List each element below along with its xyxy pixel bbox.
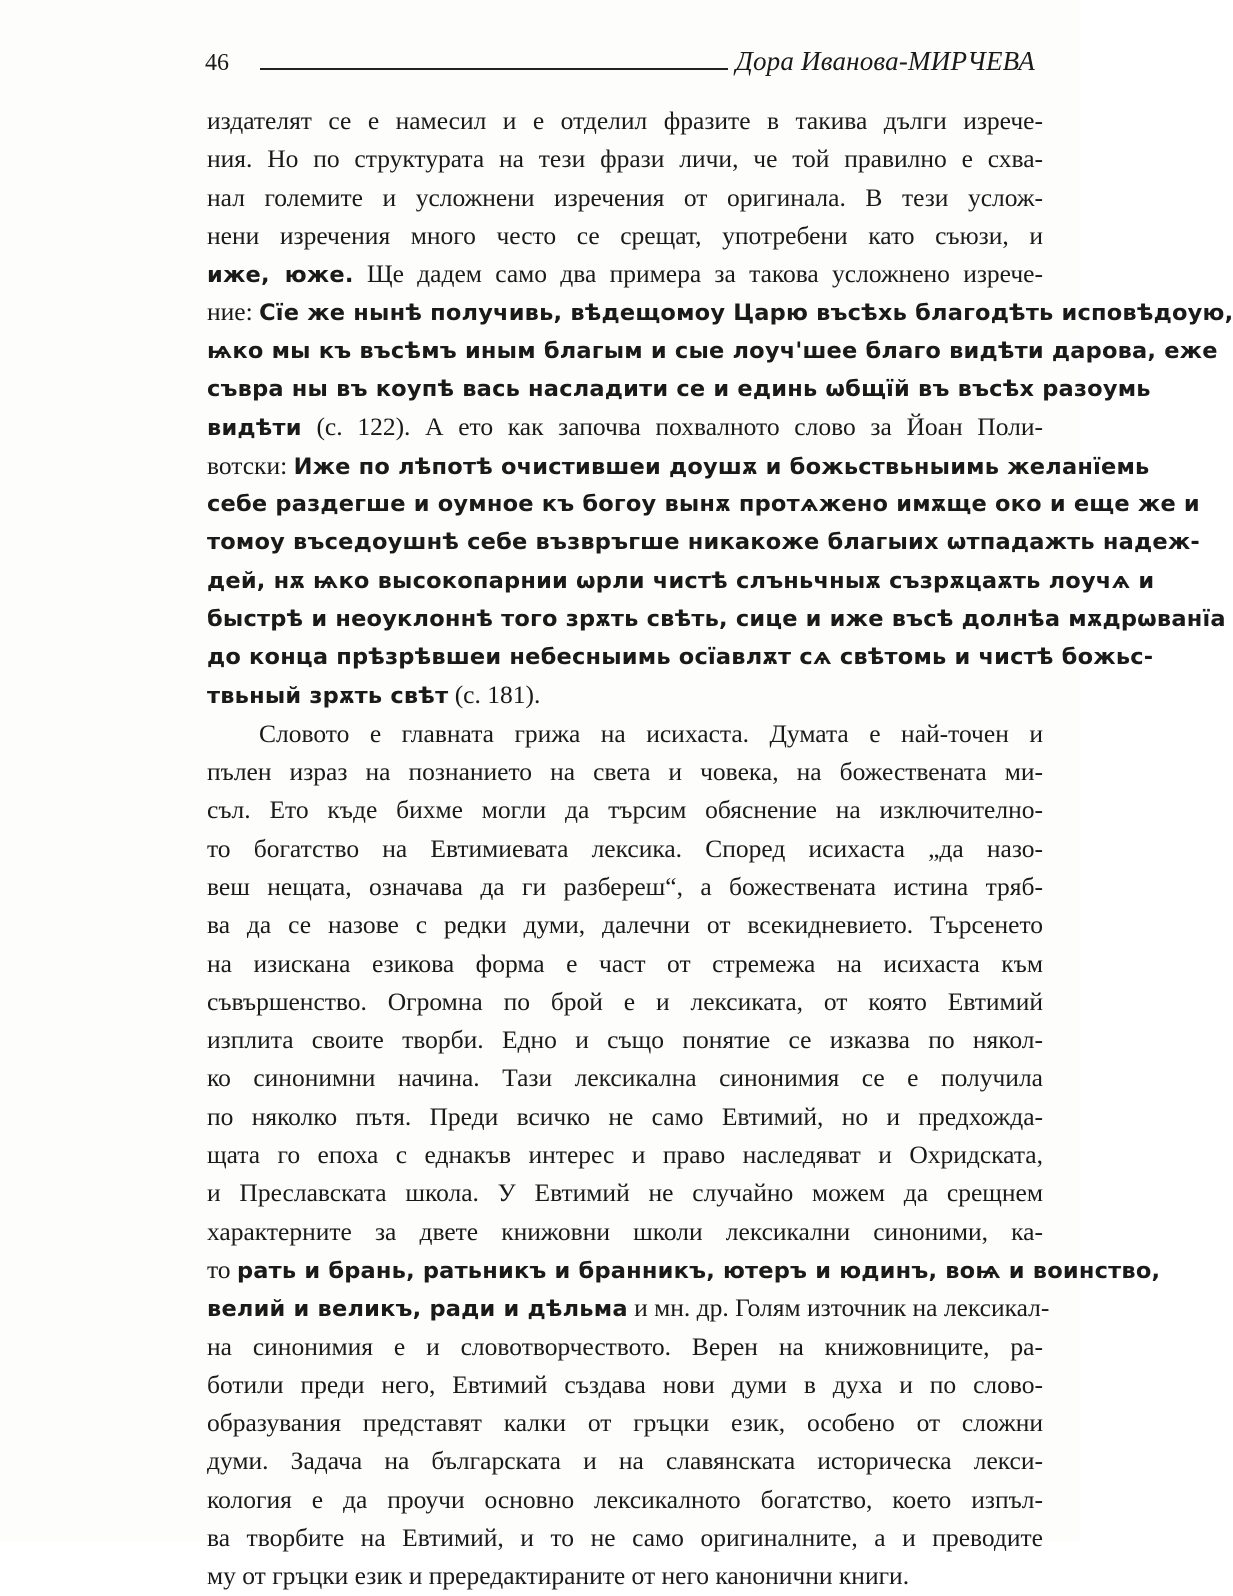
- old-slavonic-line: съвра ны въ коупѣ вась насладити се и единь ѡбщїй въ въсѣх разоумь: [207, 376, 1151, 403]
- old-slavonic-line: томоу въседоушнѣ себе възвръгше никакоже благыих ѡтпадажть надеж-: [207, 529, 1200, 556]
- old-slavonic-line: ѩко мы къ въсѣмъ иным благым и сые лоуч'шее благо видѣти дарова, еже: [207, 337, 1218, 364]
- text-run: (с. 181).: [448, 680, 541, 710]
- page-header: [205, 42, 1035, 82]
- old-slavonic-text: рать и брань, ратьникъ и бранникъ, ютеръ и юдинъ, воѩ и воинство,: [236, 1257, 1161, 1284]
- text-line: образувания представят калки от гръцки език, особено от сложни: [207, 1408, 1043, 1438]
- text-line: ва да се назове с редки думи, далечни от всекидневието. Търсенето: [207, 910, 1043, 940]
- text-line: характерните за двете книжовни школи лексикални синоними, ка-: [207, 1216, 1043, 1246]
- text-line: Словото е главната грижа на исихаста. Думата е най-точен и: [259, 718, 1043, 748]
- text-line: [207, 447, 1150, 485]
- text-run: Ще дадем само два примера за такова усложнено изрече-: [353, 259, 1043, 289]
- text-line: съл. Ето къде бихме могли да търсим обяснение на изключително-: [207, 795, 1043, 825]
- text-line: кология е да проучи основно лексикалното богатство, което изпъл-: [207, 1484, 1043, 1514]
- text-run: (с. 122). А ето как започва похвалното слово за Йоан Поли-: [301, 412, 1043, 442]
- text-line: веш нещата, означава да ги разбереш“, а божествената истина тряб-: [207, 871, 1043, 901]
- old-slavonic-text: Иже по лѣпотѣ очистившеи доушѫ и божьствьныимь желанїемь: [293, 453, 1150, 480]
- header-rule: [260, 68, 728, 70]
- text-line: и Преславската школа. У Евтимий не случайно можем да срещнем: [207, 1178, 1043, 1208]
- text-run: вотски:: [207, 450, 294, 480]
- body-text: [207, 102, 1233, 1596]
- old-slavonic-line: до конца прѣзрѣвшеи небесныимь осїавлѫт сѧ свѣтомь и чистѣ божьс-: [207, 644, 1154, 671]
- text-run: и мн. др. Голям източник на лексикал-: [627, 1293, 1050, 1323]
- text-line: ботили преди него, Евтимий създава нови думи в духа и по слово-: [207, 1369, 1043, 1399]
- text-run: ние:: [207, 297, 260, 327]
- text-line: [207, 1289, 1050, 1327]
- text-run: то: [207, 1254, 237, 1284]
- text-line: то богатство на Евтимиевата лексика. Според исихаста „да назо-: [207, 833, 1043, 863]
- text-line: по няколко пътя. Преди всичко не само Евтимий, но и предхожда-: [207, 1101, 1043, 1131]
- text-line: [207, 676, 1043, 714]
- text-line: издателят се е намесил и е отделил фразите в такива дълги изрече-: [207, 106, 1043, 135]
- old-slavonic-line: дей, нѫ ѩко высокопарнии ѡрли чистѣ слъньчныѫ съзрѫцаѫть лоучѧ и: [207, 567, 1155, 594]
- text-line: [207, 255, 1043, 293]
- page-number: 46: [205, 50, 229, 76]
- paragraph-2: [207, 715, 1161, 1596]
- text-line: нени изречения много често се срещат, употребени като съюзи, и: [207, 220, 1043, 250]
- running-head: Дора Иванова-МИРЧЕВА: [735, 46, 1035, 76]
- text-line: нал големите и усложнени изречения от оригинала. В тези услож-: [207, 182, 1043, 212]
- old-slavonic-text: велий и великъ, ради и дѣльма: [207, 1296, 628, 1323]
- text-line: [207, 408, 1043, 446]
- text-line: съвършенство. Огромна по брой е и лексиката, от която Евтимий: [207, 986, 1043, 1016]
- text-line: ния. Но по структурата на тези фрази личи, че той правилно е схва-: [207, 144, 1043, 174]
- old-slavonic-line: быстрѣ и неоуклоннѣ того зрѫть свѣть, сице и иже въсѣ долнѣа мѫдрѡванїа: [207, 605, 1226, 632]
- text-line: щата го епоха с еднакъв интерес и право наследяват и Охридската,: [207, 1140, 1043, 1170]
- text-line: [207, 1251, 1161, 1289]
- old-slavonic-text: иже, юже.: [207, 262, 354, 289]
- text-line: на изискана езикова форма е част от стремежа на исихаста към: [207, 948, 1043, 978]
- old-slavonic-text: твьный зрѫть свѣт: [207, 683, 449, 710]
- text-line: пълен израз на познанието на света и човека, на божествената ми-: [207, 757, 1043, 787]
- text-line: ва творбите на Евтимий, и то не само оригиналните, а и преводите: [207, 1522, 1043, 1552]
- text-line: му от гръцки език и прередактираните от него канонични книги.: [207, 1561, 910, 1591]
- text-line: [207, 293, 1233, 331]
- text-line: на синонимия е и словотворчеството. Верен на книжовниците, ра-: [207, 1331, 1043, 1361]
- paragraph-1: [207, 102, 1233, 715]
- text-line: думи. Задача на българската и на славянската историческа лекси-: [207, 1446, 1043, 1476]
- text-line: изплита своите творби. Едно и също понятие се изказва по някол-: [207, 1025, 1043, 1055]
- old-slavonic-line: себе раздегше и оумное къ богоу вынѫ протѧжено имѫще око и еще же и: [207, 490, 1200, 517]
- old-slavonic-text: видѣти: [207, 415, 302, 442]
- text-line: ко синонимни начина. Тази лексикална синонимия се е получила: [207, 1063, 1043, 1093]
- old-slavonic-text: Сїе же нынѣ получивь, вѣдещомоу Царю въсѣхь благодѣть исповѣдоую,: [259, 300, 1233, 327]
